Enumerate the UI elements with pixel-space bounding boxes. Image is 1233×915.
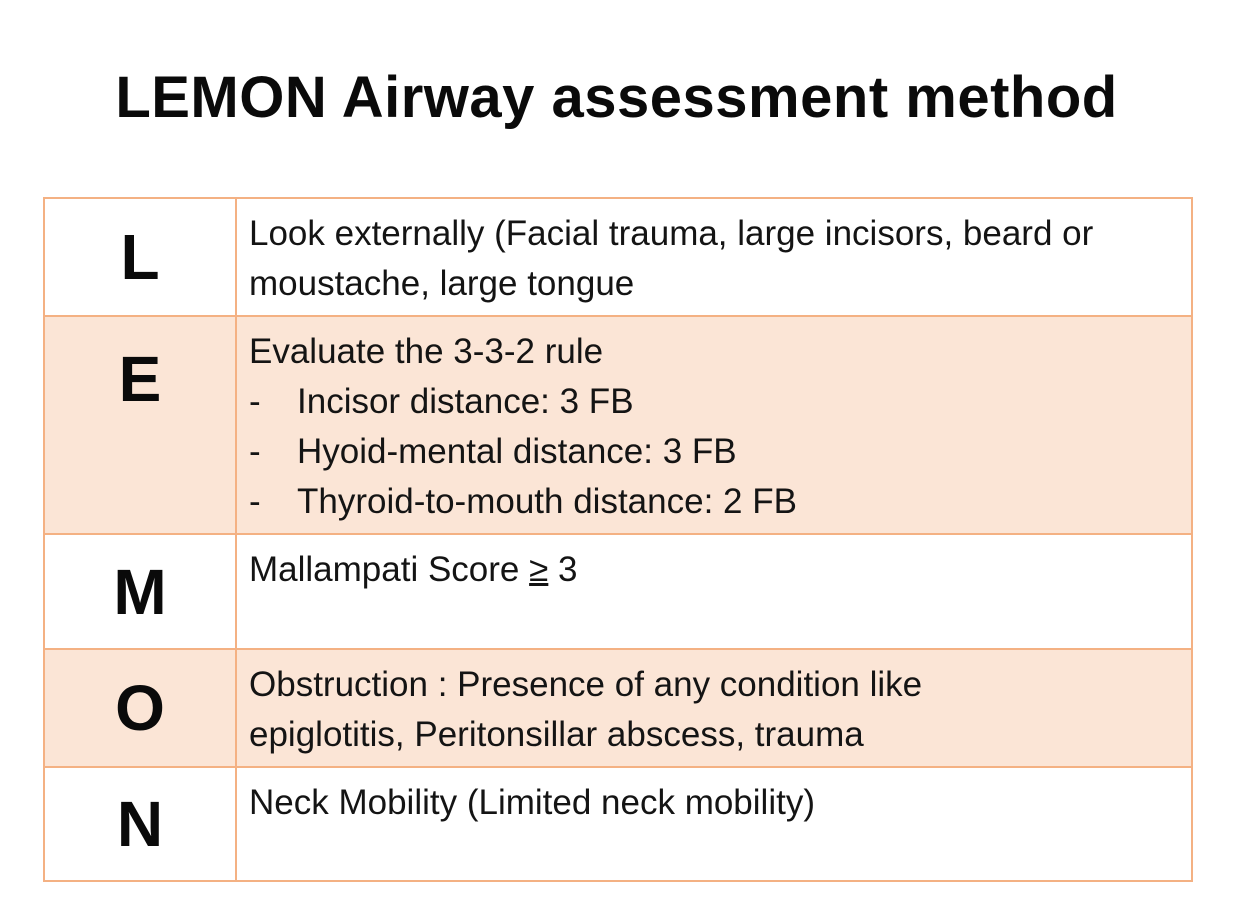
- description-line: Obstruction : Presence of any condition like: [249, 665, 923, 704]
- table-row-l: [44, 198, 1192, 316]
- description-cell-o: [236, 649, 1192, 767]
- table-row-n: [44, 767, 1192, 881]
- bullet-dash: -: [249, 482, 261, 521]
- list-item: [249, 377, 1179, 427]
- mallampati-label: Mallampati Score: [249, 550, 530, 589]
- description-line: [249, 545, 1179, 595]
- description-cell-n: [236, 767, 1192, 881]
- bullet-dash: -: [249, 382, 261, 421]
- list-item-text: Hyoid-mental distance: 3 FB: [297, 432, 737, 471]
- table-row-m: [44, 534, 1192, 649]
- lemon-table: [43, 197, 1193, 882]
- description-line: moustache, large tongue: [249, 264, 635, 303]
- letter-cell-o: O: [44, 649, 236, 767]
- mallampati-value: 3: [548, 550, 578, 589]
- letter-cell-e: E: [44, 316, 236, 534]
- description-line: epiglotitis, Peritonsillar abscess, trauma: [249, 715, 864, 754]
- greater-equal-symbol: ≥: [529, 550, 549, 589]
- list-item-text: Incisor distance: 3 FB: [297, 382, 634, 421]
- letter-cell-n: N: [44, 767, 236, 881]
- table-row-e: [44, 316, 1192, 534]
- table-row-o: [44, 649, 1192, 767]
- description-cell-m: [236, 534, 1192, 649]
- list-item-text: Thyroid-to-mouth distance: 2 FB: [297, 482, 797, 521]
- description-line: Neck Mobility (Limited neck mobility): [249, 783, 815, 822]
- letter-cell-m: M: [44, 534, 236, 649]
- bullet-dash: -: [249, 432, 261, 471]
- list-item: [249, 477, 1179, 527]
- description-cell-l: [236, 198, 1192, 316]
- description-line: Evaluate the 3-3-2 rule: [249, 332, 604, 371]
- description-line: Look externally (Facial trauma, large incisors, beard or: [249, 214, 1094, 253]
- page-title: LEMON Airway assessment method: [115, 65, 1118, 130]
- letter-cell-l: L: [44, 198, 236, 316]
- description-cell-e: [236, 316, 1192, 534]
- list-item: [249, 427, 1179, 477]
